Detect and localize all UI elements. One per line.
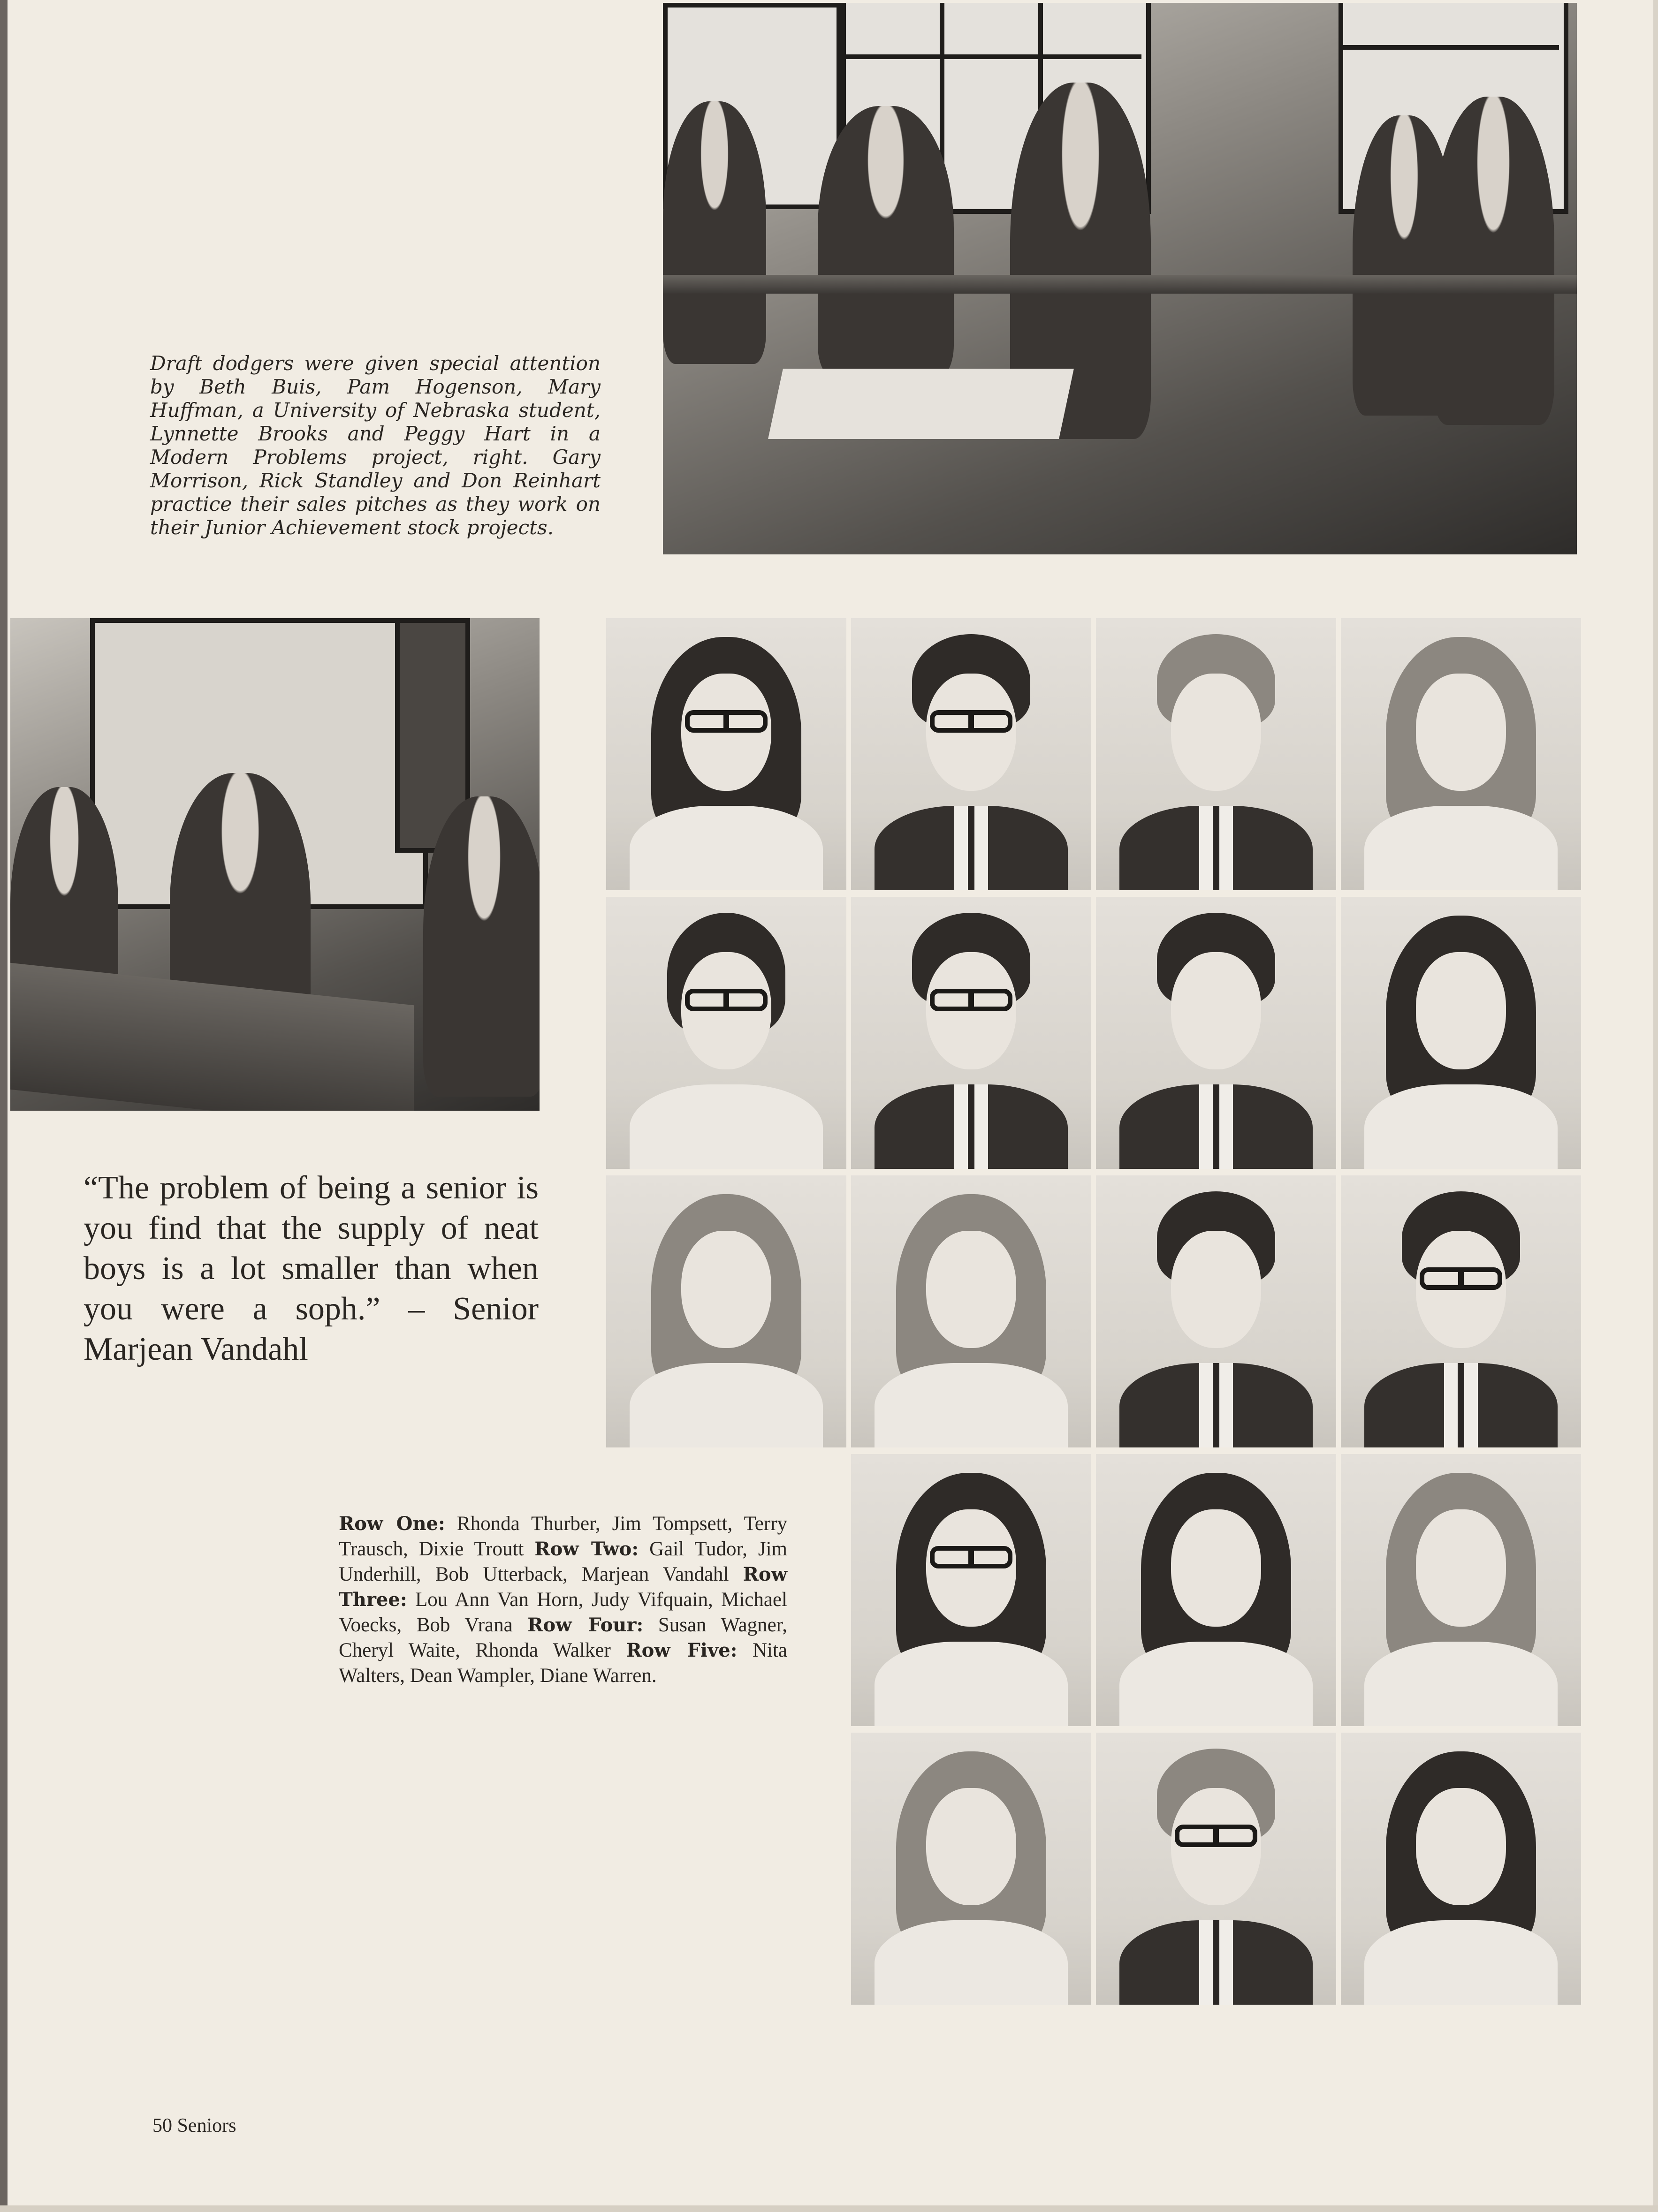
window-mullion <box>841 54 1141 59</box>
student-figure <box>1432 97 1554 425</box>
row-three-label: Row Three: <box>339 1563 788 1611</box>
portrait <box>1341 1454 1581 1726</box>
page-right-edge <box>1653 0 1658 2212</box>
classroom-photo <box>663 3 1577 554</box>
portrait <box>1096 618 1336 890</box>
row-one-names: Rhonda Thurber, Jim Tompsett, Terry Trausch, Dixie Troutt <box>339 1513 788 1560</box>
portrait <box>851 1175 1091 1447</box>
office-photo <box>10 618 540 1111</box>
page-bottom-edge <box>0 2205 1658 2212</box>
portrait <box>1096 1175 1336 1447</box>
row-four-names: Susan Wagner, Cheryl Waite, Rhonda Walker <box>339 1614 788 1661</box>
portrait <box>1096 1733 1336 2005</box>
portrait <box>606 618 846 890</box>
row-three-names: Lou Ann Van Horn, Judy Vifquain, Michael Voecks, Bob Vrana <box>339 1589 788 1636</box>
classroom-table <box>663 275 1577 294</box>
portrait <box>1341 1175 1581 1447</box>
student-figure <box>818 106 954 378</box>
portrait <box>851 1733 1091 2005</box>
page-binding-edge <box>0 0 8 2212</box>
portrait <box>851 618 1091 890</box>
portrait <box>1341 618 1581 890</box>
senior-quote: “The problem of being a senior is you find that the supply of neat boys is a lot smaller than when you were a soph.” – Senior Marjean Vandahl <box>84 1170 539 1367</box>
row-four-label: Row Four: <box>527 1614 644 1636</box>
portrait <box>851 1454 1091 1726</box>
window-mullion <box>1339 45 1559 50</box>
portrait <box>1341 897 1581 1169</box>
portrait <box>606 1175 846 1447</box>
portrait <box>1096 897 1336 1169</box>
row-five-label: Row Five: <box>626 1639 738 1661</box>
conference-table <box>10 963 414 1111</box>
student-figure <box>423 796 540 1097</box>
portrait-names-caption <box>339 1511 787 1689</box>
row-five-names: Nita Walters, Dean Wampler, Diane Warren. <box>339 1639 788 1687</box>
row-two-names: Gail Tudor, Jim Underhill, Bob Utterback, Marjean Vandahl <box>339 1538 787 1585</box>
portrait <box>1341 1733 1581 2005</box>
desk-top <box>768 369 1074 439</box>
portrait <box>1096 1454 1336 1726</box>
student-figure <box>663 101 766 364</box>
photo-caption: Draft dodgers were given special attention by Beth Buis, Pam Hogenson, Mary Huffman, a University of Nebraska student, Lynnette Brooks and Peggy Hart in a Modern Problems project, right. Gary Morrison, Rick Standley and Don Reinhart practice their sales pitches as they work on their Junior Achievement stock projects. <box>150 352 601 539</box>
portrait <box>606 897 846 1169</box>
row-one-label: Row One: <box>339 1513 445 1535</box>
portrait <box>851 897 1091 1169</box>
row-two-label: Row Two: <box>534 1538 639 1560</box>
page-folio: 50 Seniors <box>152 2115 236 2136</box>
